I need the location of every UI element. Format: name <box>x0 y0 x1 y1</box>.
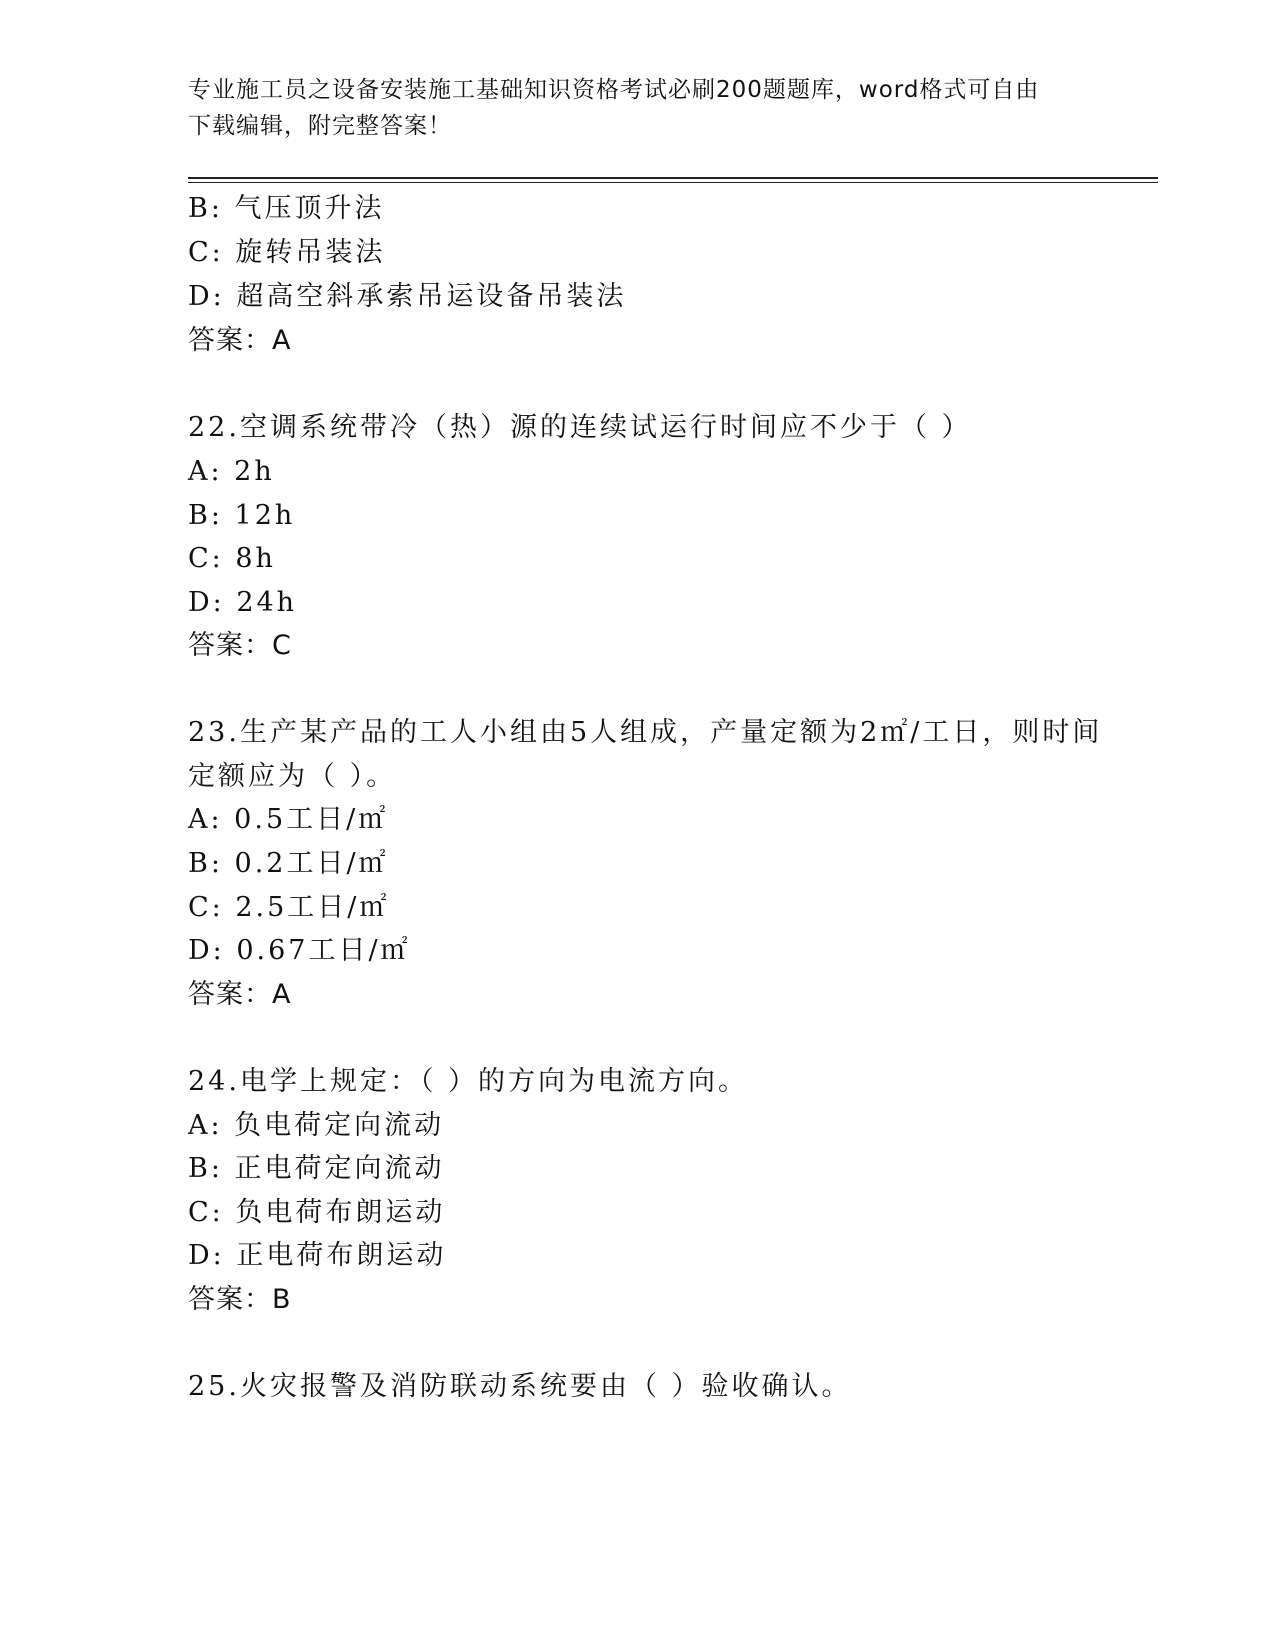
q21-option-d: D: 超高空斜承索吊运设备吊装法 <box>188 281 627 312</box>
header-line-1: 专业施工员之设备安装施工基础知识资格考试必刷200题题库，word格式可自由 <box>188 77 1040 103</box>
q24-answer: 答案：B <box>188 1284 292 1315</box>
page-header <box>188 72 1088 144</box>
header-divider-thick <box>188 177 1158 179</box>
q24-option-b: B: 正电荷定向流动 <box>188 1153 445 1184</box>
q22-option-c: C: 8h <box>188 543 276 574</box>
q24-option-d: D: 正电荷布朗运动 <box>188 1240 447 1271</box>
q23-option-c: C: 2.5工日/㎡ <box>188 892 390 923</box>
header-divider-thin <box>188 182 1158 183</box>
q22-answer: 答案：C <box>188 630 292 661</box>
q22-option-d: D: 24h <box>188 587 298 618</box>
q23-option-a: A: 0.5工日/㎡ <box>188 804 389 835</box>
q24-stem: 24.电学上规定：（ ）的方向为电流方向。 <box>188 1066 749 1097</box>
q22-option-a: A: 2h <box>188 456 275 487</box>
q24-option-c: C: 负电荷布朗运动 <box>188 1197 446 1228</box>
q23-answer: 答案：A <box>188 979 292 1010</box>
q22-stem: 22.空调系统带冷（热）源的连续试运行时间应不少于（ ） <box>188 412 972 443</box>
q24-option-a: A: 负电荷定向流动 <box>188 1110 445 1141</box>
q22-option-b: B: 12h <box>188 500 296 531</box>
q23-option-d: D: 0.67工日/㎡ <box>188 935 411 966</box>
q21-answer: 答案：A <box>188 325 292 356</box>
q23-stem-line-2: 定额应为（ ）。 <box>188 761 397 792</box>
header-line-2: 下载编辑，附完整答案！ <box>188 113 452 139</box>
q23-option-b: B: 0.2工日/㎡ <box>188 848 389 879</box>
q25-stem: 25.火灾报警及消防联动系统要由（ ）验收确认。 <box>188 1371 852 1402</box>
q21-option-b: B: 气压顶升法 <box>188 193 385 224</box>
q21-option-c: C: 旋转吊装法 <box>188 237 386 268</box>
q23-stem-line-1: 23.生产某产品的工人小组由5人组成，产量定额为2㎡/工日，则时间 <box>188 717 1103 748</box>
